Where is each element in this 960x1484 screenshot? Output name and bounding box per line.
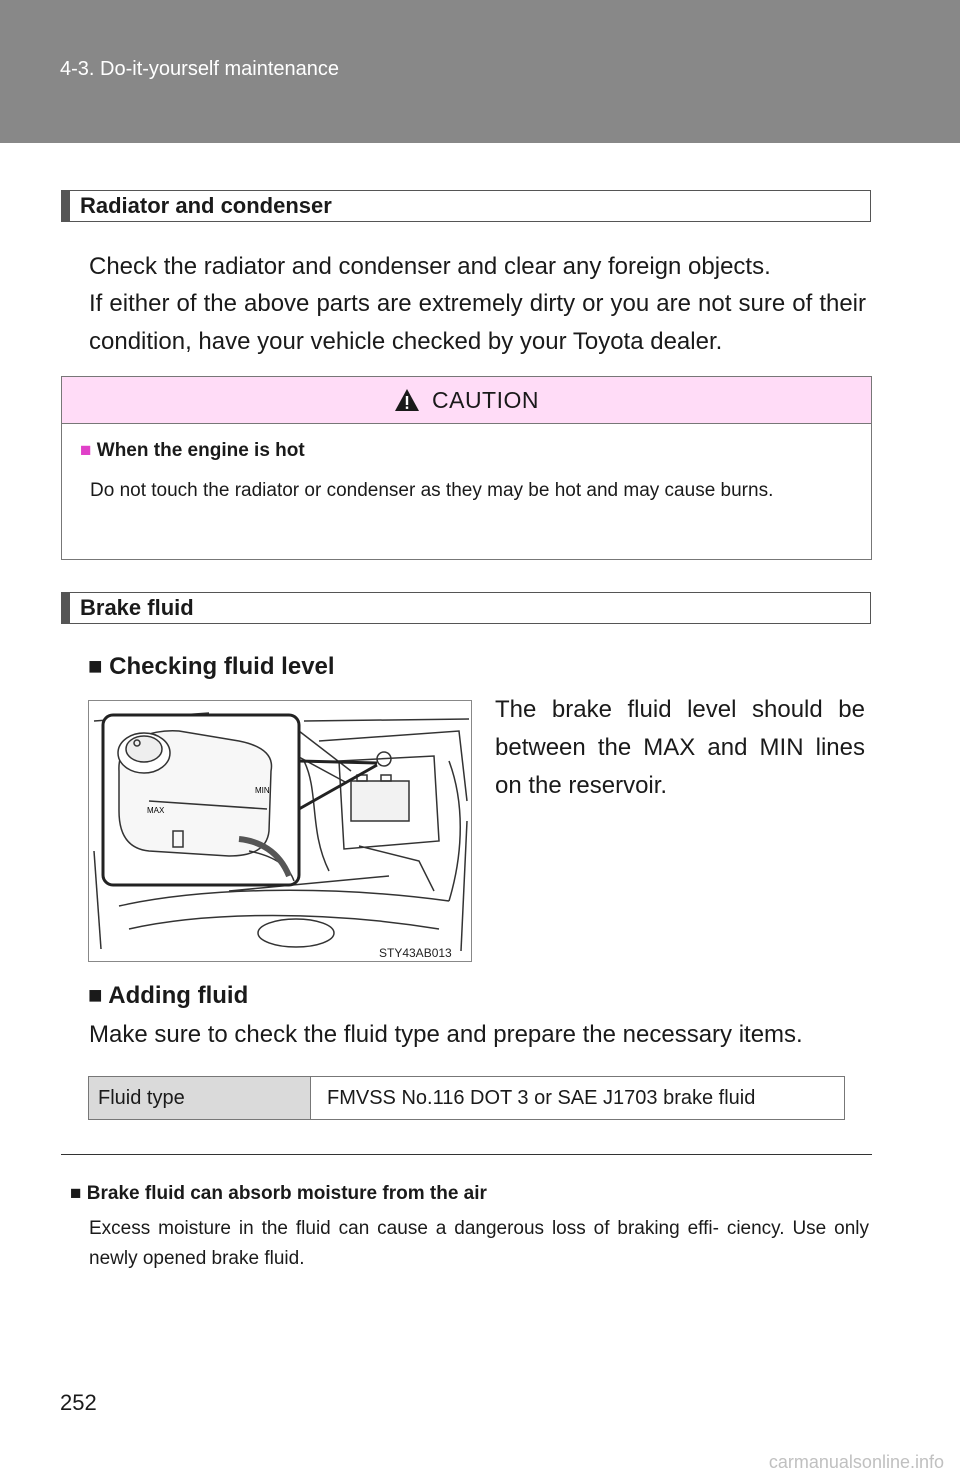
note-heading-text: Brake fluid can absorb moisture from the air: [86, 1183, 487, 1204]
radiator-paragraph: If either of the above parts are extremely dirty or you are not sure of their condition, have your vehicle checked by your Toyota dealer.: [89, 290, 866, 355]
adding-fluid-text: Make sure to check the fluid type and prepare the necessary items.: [89, 1021, 803, 1048]
radiator-line1: Check the radiator and condenser and clear any foreign objects.: [89, 253, 771, 280]
brake-reservoir-figure: [88, 700, 472, 962]
engine-bay-illustration: [89, 701, 472, 962]
figure-code: STY43AB013: [379, 946, 452, 960]
min-label: MIN: [255, 786, 270, 795]
page-number: 252: [60, 1390, 97, 1415]
warning-triangle-icon: [394, 388, 420, 412]
checking-fluid-title: Checking fluid level: [109, 653, 335, 680]
brake-heading: Brake fluid: [61, 592, 871, 624]
section-label: 4-3. Do-it-yourself maintenance: [60, 58, 340, 80]
note-heading: [70, 1183, 487, 1205]
square-bullet-icon: ■: [88, 653, 103, 680]
caution-subheading: [80, 440, 305, 462]
max-label: MAX: [147, 806, 165, 815]
fluid-type-label: Fluid type: [89, 1077, 311, 1119]
caution-title: CAUTION: [432, 386, 539, 413]
adding-fluid-title: Adding fluid: [108, 982, 249, 1009]
adding-fluid-heading: [88, 982, 248, 1010]
checking-fluid-text: The brake fluid level should be between the MAX and MIN lines on the reservoir.: [495, 696, 865, 799]
square-bullet-icon: ■: [88, 982, 103, 1009]
divider: [61, 1154, 872, 1155]
radiator-heading: Radiator and condenser: [61, 190, 871, 222]
header-band: [0, 0, 960, 143]
caution-header: [62, 377, 871, 424]
square-bullet-icon: ■: [80, 440, 92, 461]
caution-box: [61, 376, 872, 560]
square-bullet-icon: ■: [70, 1183, 82, 1204]
caution-text: Do not touch the radiator or condenser as they may be hot and may cause burns.: [90, 480, 774, 501]
note-text: Excess moisture in the fluid can cause a dangerous loss of braking effi- ciency. Use only newly opened brake fluid.: [89, 1218, 869, 1269]
fluid-type-table: [88, 1076, 845, 1120]
checking-fluid-heading: [88, 653, 335, 681]
fluid-type-value: FMVSS No.116 DOT 3 or SAE J1703 brake fluid: [327, 1087, 756, 1109]
caution-subheading-text: When the engine is hot: [96, 440, 305, 461]
watermark: carmanualsonline.info: [768, 1452, 944, 1472]
